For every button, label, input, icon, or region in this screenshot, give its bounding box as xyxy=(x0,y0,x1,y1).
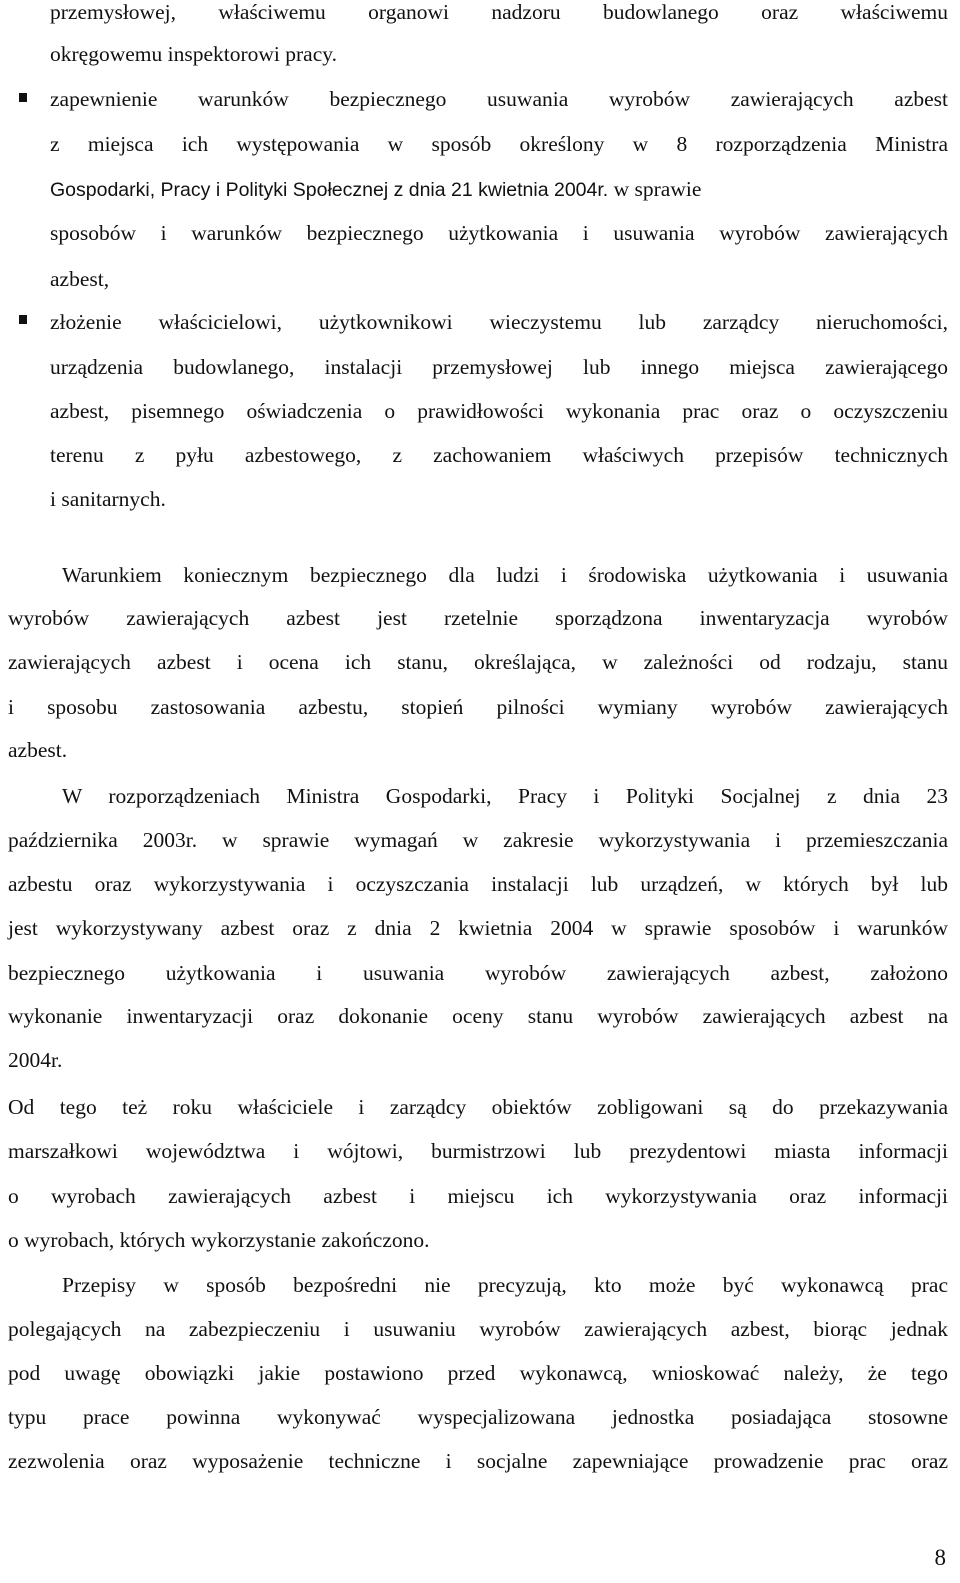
bullet-marker-1 xyxy=(19,93,27,102)
paragraph-4-line-5: zezwolenia oraz wyposażenie techniczne i socjalne zapewniające prowadzenie prac oraz xyxy=(8,1449,948,1473)
list-item-2-line-2: urządzenia budowlanego, instalacji przemysłowej lub innego miejsca zawierającego xyxy=(50,355,948,379)
paragraph-2-line-5: bezpiecznego użytkowania i usuwania wyrobów zawierających azbest, założono xyxy=(8,961,948,985)
paragraph-2-line-3: azbestu oraz wykorzystywania i oczyszczania instalacji lub urządzeń, w których był lub xyxy=(8,872,948,896)
paragraph-3-line-3: o wyrobach zawierających azbest i miejscu ich wykorzystywania oraz informacji xyxy=(8,1184,948,1208)
list-item-2-line-3: azbest, pisemnego oświadczenia o prawidłowości wykonania prac oraz o oczyszczeniu xyxy=(50,399,948,423)
list-item-2-line-1: złożenie właścicielowi, użytkownikowi wieczystemu lub zarządcy nieruchomości, xyxy=(50,310,948,334)
paragraph-1-line-5: azbest. xyxy=(8,738,68,762)
list-item-2-line-4: terenu z pyłu azbestowego, z zachowaniem właściwych przepisów technicznych xyxy=(50,443,948,467)
list-item-1-line-3 xyxy=(50,174,948,204)
paragraph-1-line-4: i sposobu zastosowania azbestu, stopień pilności wymiany wyrobów zawierających xyxy=(8,695,948,719)
list-item-1-line-4: sposobów i warunków bezpiecznego użytkowania i usuwania wyrobów zawierających xyxy=(50,221,948,245)
list-item-1-line-2: z miejsca ich występowania w sposób określony w 8 rozporządzenia Ministra xyxy=(50,132,948,156)
paragraph-4-line-4: typu prace powinna wykonywać wyspecjalizowana jednostka posiadająca stosowne xyxy=(8,1405,948,1429)
paragraph-2-line-2: października 2003r. w sprawie wymagań w zakresie wykorzystywania i przemieszczania xyxy=(8,828,948,852)
paragraph-3-line-1: Od tego też roku właściciele i zarządcy obiektów zobligowani są do przekazywania xyxy=(8,1095,948,1119)
list-item-0-line-2: okręgowemu inspektorowi pracy. xyxy=(50,42,337,66)
paragraph-1-line-3: zawierających azbest i ocena ich stanu, określająca, w zależności od rodzaju, stanu xyxy=(8,650,948,674)
paragraph-4-line-2: polegających na zabezpieczeniu i usuwaniu wyrobów zawierających azbest, biorąc jednak xyxy=(8,1317,948,1341)
list-item-0-line-1: przemysłowej, właściwemu organowi nadzoru budowlanego oraz właściwemu xyxy=(50,0,948,24)
page-number: 8 xyxy=(934,1545,946,1570)
paragraph-3-line-2: marszałkowi województwa i wójtowi, burmistrzowi lub prezydentowi miasta informacji xyxy=(8,1139,948,1163)
paragraph-3-line-4: o wyrobach, których wykorzystanie zakończono. xyxy=(8,1228,430,1252)
list-item-2-line-5: i sanitarnych. xyxy=(50,487,166,511)
regulation-continuation: w sprawie xyxy=(608,177,702,201)
paragraph-1-line-1: Warunkiem koniecznym bezpiecznego dla ludzi i środowiska użytkowania i usuwania xyxy=(62,563,948,587)
regulation-reference: Gospodarki, Pracy i Polityki Społecznej z dnia 21 kwietnia 2004r. xyxy=(50,179,609,201)
paragraph-4-line-1: Przepisy w sposób bezpośredni nie precyzują, kto może być wykonawcą prac xyxy=(62,1273,948,1297)
paragraph-2-line-7: 2004r. xyxy=(8,1048,63,1072)
paragraph-2-line-6: wykonanie inwentaryzacji oraz dokonanie oceny stanu wyrobów zawierających azbest na xyxy=(8,1004,948,1028)
list-item-1-line-5: azbest, xyxy=(50,267,110,291)
paragraph-2-line-4: jest wykorzystywany azbest oraz z dnia 2 kwietnia 2004 w sprawie sposobów i warunków xyxy=(8,916,948,940)
paragraph-4-line-3: pod uwagę obowiązki jakie postawiono przed wykonawcą, wnioskować należy, że tego xyxy=(8,1361,948,1385)
list-item-1-line-1: zapewnienie warunków bezpiecznego usuwania wyrobów zawierających azbest xyxy=(50,87,948,111)
bullet-marker-2 xyxy=(19,315,27,324)
paragraph-1-line-2: wyrobów zawierających azbest jest rzetelnie sporządzona inwentaryzacja wyrobów xyxy=(8,606,948,630)
paragraph-2-line-1: W rozporządzeniach Ministra Gospodarki, Pracy i Polityki Socjalnej z dnia 23 xyxy=(62,784,948,808)
